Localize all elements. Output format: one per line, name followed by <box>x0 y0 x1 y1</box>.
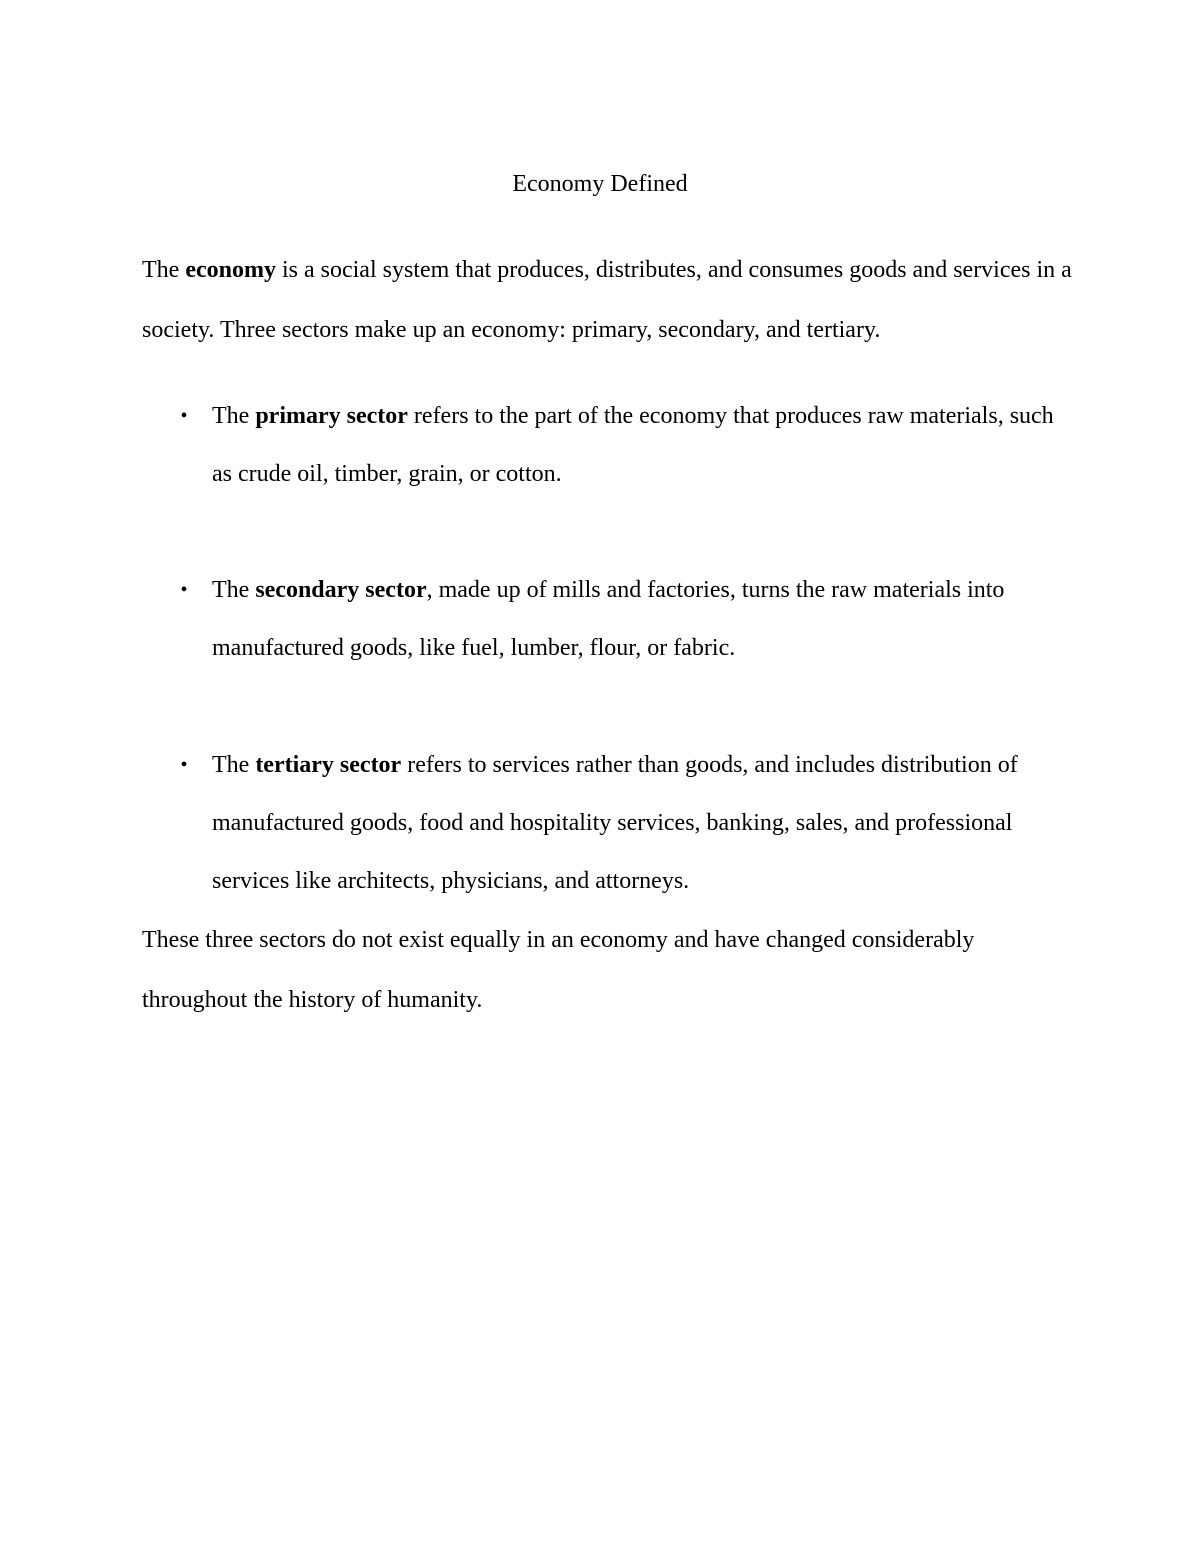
intro-term: economy <box>185 257 276 283</box>
bullet-term: tertiary sector <box>255 752 402 778</box>
bullet-item-tertiary <box>180 736 1072 910</box>
bullet-text-post: refers to services rather than goods, and includes distribution of manufactured goods, food and hospitality services, banking, sales, and professional services like architects, physicians, and attorneys. <box>212 752 1018 894</box>
closing-paragraph: These three sectors do not exist equally in an economy and have changed considerably throughout the history of humanity. <box>142 927 975 1013</box>
bullet-text-pre: The <box>212 403 256 429</box>
bullet-marker: • <box>180 579 188 601</box>
bullet-text-post: refers to the part of the economy that produces raw materials, such as crude oil, timber, grain, or cotton. <box>212 403 1054 487</box>
intro-text-pre: The <box>142 257 186 283</box>
bullet-marker: • <box>180 405 188 427</box>
bullet-term: secondary sector <box>255 577 427 603</box>
bullet-text-pre: The <box>212 577 256 603</box>
bullet-text-pre: The <box>212 752 256 778</box>
intro-text-post: is a social system that produces, distributes, and consumes goods and services in a society. Three sectors make up an economy: primary, secondary, and tertiary. <box>142 257 1072 343</box>
page-title: Economy Defined <box>512 171 688 197</box>
bullet-item-primary <box>180 387 1072 503</box>
intro-paragraph <box>142 240 1082 360</box>
bullet-marker: • <box>180 754 188 776</box>
bullet-item-secondary <box>180 561 1072 677</box>
bullet-term: primary sector <box>255 403 408 429</box>
bullet-text-post: , made up of mills and factories, turns the raw materials into manufactured goods, like fuel, lumber, flour, or fabric. <box>212 577 1005 661</box>
